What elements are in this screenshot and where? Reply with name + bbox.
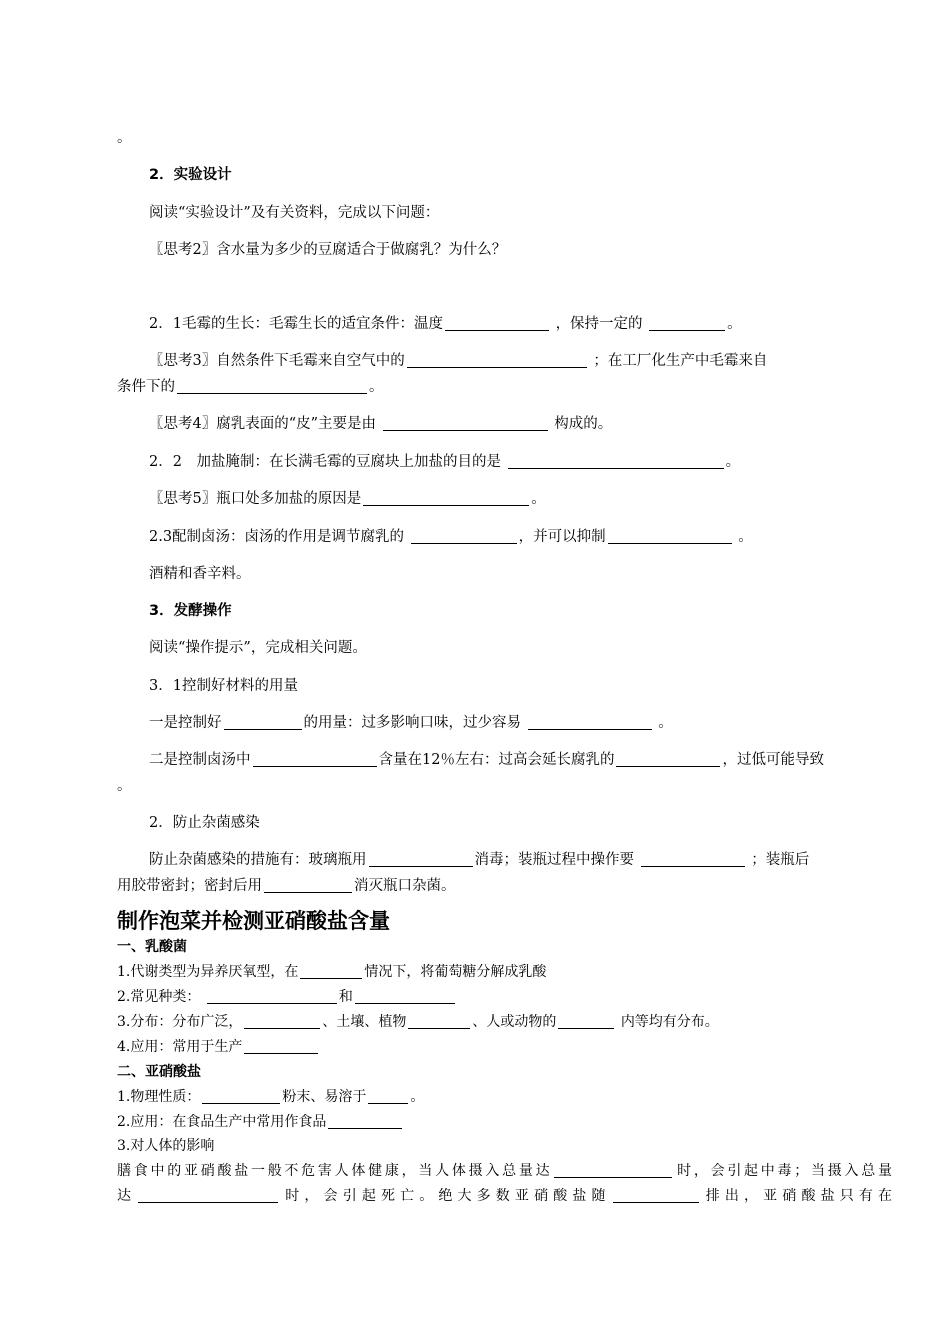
blank[interactable] [224, 714, 302, 730]
blank[interactable] [369, 851, 473, 867]
think-5: 〖思考5〗瓶口处多加盐的原因是 。 [149, 491, 546, 507]
line-3-1-second-end: 。 [117, 778, 132, 794]
line-3-2: 2．防止杂菌感染 [149, 815, 260, 831]
think-4: 〖思考4〗腐乳表面的“皮”主要是由 构成的。 [149, 416, 613, 432]
think-3-line2: 条件下的 。 [117, 379, 384, 395]
prevent-line2: 用胶带密封；密封后用 消灭瓶口杂菌。 [117, 878, 456, 894]
blank[interactable] [244, 1038, 318, 1054]
blank[interactable] [411, 528, 517, 544]
section-3-read: 阅读“操作提示”，完成相关问题。 [149, 640, 367, 656]
line-2-1: 2．1毛霉的生长：毛霉生长的适宜条件：温度 ，保持一定的 。 [149, 316, 742, 332]
blank[interactable] [641, 851, 745, 867]
section-2-heading: 2．实验设计 [149, 167, 232, 183]
section-2-read: 阅读“实验设计”及有关资料，完成以下问题： [149, 205, 440, 221]
pao-q2: 2.应用：在食品生产中常用作食品 [117, 1112, 892, 1132]
pao-p1: 1.代谢类型为异养厌氧型，在 情况下，将葡萄糖分解成乳酸 [117, 964, 547, 980]
top-period: 。 [117, 130, 132, 146]
pao-p3: 3.分布：分布广泛， 、土壤、植物 、人或动物的 内等均有分布。 [117, 1014, 719, 1030]
blank[interactable] [613, 1187, 699, 1203]
section-3-heading: 3．发酵操作 [149, 603, 232, 619]
pao-q4: 膳食中的亚硝酸盐一般不危害人体健康，当人体摄入总量达 时，会引起中毒；当摄入总量 [117, 1163, 893, 1179]
blank[interactable] [508, 453, 724, 469]
blank[interactable] [528, 714, 652, 730]
blank[interactable] [649, 315, 725, 331]
blank[interactable] [554, 1162, 672, 1178]
pao-p2: 2.常见种类： 和 [117, 987, 892, 1007]
blank[interactable] [383, 415, 548, 431]
blank[interactable] [253, 751, 377, 767]
pao-q5: 达 时，会引起死亡。绝大多数亚硝酸盐随 排出，亚硝酸盐只有在 [117, 1188, 893, 1204]
think-2: 〖思考2〗含水量为多少的豆腐适合于做腐乳？为什么？ [149, 242, 507, 258]
blank[interactable] [328, 1113, 402, 1129]
blank[interactable] [207, 988, 337, 1004]
blank[interactable] [244, 1013, 320, 1029]
blank[interactable] [558, 1013, 614, 1029]
blank[interactable] [355, 988, 455, 1004]
pao-heading-2: 二、亚硝酸盐 [117, 1064, 201, 1080]
pao-title: 制作泡菜并检测亚硝酸盐含量 [117, 909, 390, 933]
blank[interactable] [407, 352, 587, 368]
line-2-3-cont: 酒精和香辛料。 [149, 566, 251, 582]
blank[interactable] [138, 1187, 278, 1203]
pao-q1: 1.物理性质： 粉末、易溶于 。 [117, 1089, 425, 1105]
blank[interactable] [264, 877, 352, 893]
blank[interactable] [300, 963, 362, 979]
blank[interactable] [608, 528, 732, 544]
pao-q3: 3.对人体的影响 [117, 1138, 215, 1154]
blank[interactable] [368, 1088, 408, 1104]
line-2-2: 2．2 加盐腌制：在长满毛霉的豆腐块上加盐的目的是 。 [149, 454, 741, 470]
blank[interactable] [445, 315, 549, 331]
blank[interactable] [177, 378, 367, 394]
prevent-line1: 防止杂菌感染的措施有：玻璃瓶用 消毒；装瓶过程中操作要 ；装瓶后 [149, 852, 810, 868]
pao-p4: 4.应用：常用于生产 [117, 1037, 892, 1057]
pao-heading-1: 一、乳酸菌 [117, 939, 187, 955]
line-2-3: 2.3配制卤汤：卤汤的作用是调节腐乳的 ，并可以抑制 。 [149, 529, 753, 545]
line-3-1-first: 一是控制好 的用量：过多影响口味，过少容易 。 [149, 715, 673, 731]
line-3-1: 3．1控制好材料的用量 [149, 678, 298, 694]
line-3-1-second: 二是控制卤汤中 含量在12％左右：过高会延长腐乳的 ，过低可能导致 [149, 752, 824, 768]
blank[interactable] [363, 490, 529, 506]
think-3-line1: 〖思考3〗自然条件下毛霉来自空气中的 ；在工厂化生产中毛霉来自 [149, 353, 768, 369]
blank[interactable] [408, 1013, 470, 1029]
blank[interactable] [616, 751, 720, 767]
blank[interactable] [202, 1088, 280, 1104]
